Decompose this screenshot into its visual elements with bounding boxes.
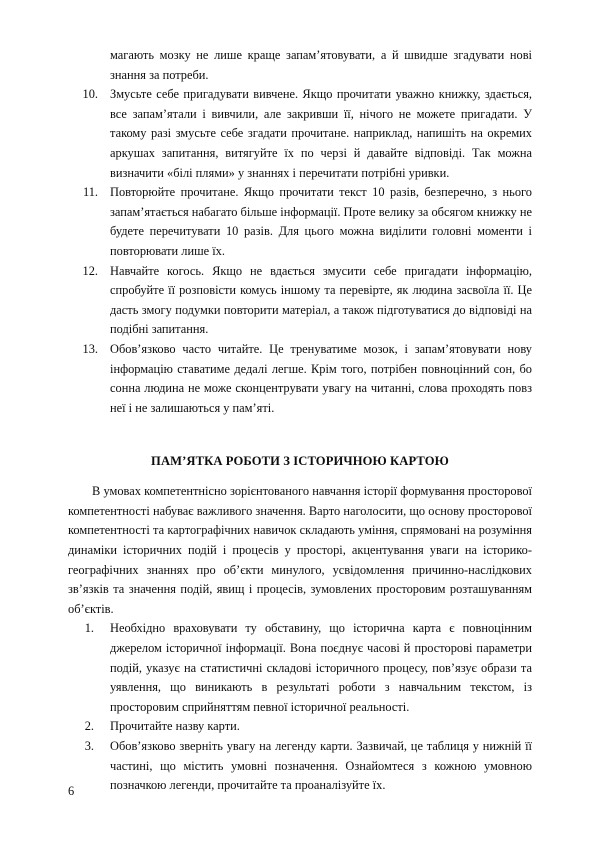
- list-item: [68, 85, 532, 183]
- list-marker: 12.: [82, 263, 98, 278]
- list-marker: 13.: [82, 341, 98, 356]
- page-number: 6: [68, 784, 75, 798]
- list-item-text: Змусьте себе пригадувати вивчене. Якщо прочитати уважно книжку, здається, все запам’ятали і вивчили, але закривши її, нічого не можете пригадати. У такому разі змусьте себе згадати прочитане. наприклад, напишіть на окремих аркушах запитання, витягуйте їх по черзі й давайте відповіді. Так можна визначити «білі плями» у знаннях і перечитати потрібні уривки.: [110, 87, 532, 180]
- page-title: ПАМ’ЯТКА РОБОТИ З ІСТОРИЧНОЮ КАРТОЮ: [151, 454, 449, 469]
- list-item-text: Обов’язково зверніть увагу на легенду карти. Зазвичай, це таблиця у нижній її частині, що містить умовні позначення. Ознайомтеся з кожною умовною позначкою легенди, прочитайте та проаналізуйте їх.: [110, 739, 532, 793]
- list-item: [68, 262, 532, 340]
- list-item: [68, 340, 532, 418]
- list-marker: 11.: [82, 185, 98, 200]
- section-heading-wrap: [68, 453, 532, 469]
- list-item-text: Прочитайте назву карти.: [110, 719, 240, 734]
- memory-tips-list: [68, 85, 532, 418]
- section-intro-paragraph: В умовах компетентнісно зорієнтованого навчання історії формування просторової компетентності набуває важливого значення. Варто наголосити, що основу просторової компетентності та картографічних навичок складають уміння, спрямовані на розуміння динаміки історичних подій і процесів у просторі, акцентування уваги на історико-географічних знаннях про об’єкти минулого, усвідомлення причинно-наслідкових зв’язків та значення подій, явищ і процесів, зумовлених просторовим розташуванням об’єктів.: [68, 484, 532, 616]
- list-item: [68, 183, 532, 261]
- list-item-text: Необхідно враховувати ту обставину, що історична карта є повноцінним джерелом історичної інформації. Вона поєднує часові й просторові параметри подій, указує на статистичні складові історичного процесу, пов’язує образи та уявлення, що виникають в результаті роботи з навчальним текстом, із просторовим сприйняттям певної історичної реальності.: [110, 621, 532, 714]
- list-marker: 3.: [84, 739, 94, 753]
- list-marker: 2.: [84, 719, 94, 734]
- list-marker: 10.: [82, 87, 98, 102]
- list-marker: 1.: [84, 621, 94, 636]
- list-item: [68, 737, 532, 796]
- page-content: [68, 46, 532, 796]
- list-item-text: Навчайте когось. Якщо не вдається змусити себе пригадати інформацію, спробуйте її розповісти комусь іншому та перевірте, як людина засвоїла її. Це дасть змогу подумки повторити матеріал, а також підготуватися до відповіді на подібні запитання.: [110, 263, 532, 337]
- list-item: [68, 717, 532, 737]
- list-item-text: Обов’язково часто читайте. Це тренуватиме мозок, і запам’ятовувати нову інформацію ставатиме дедалі легше. Крім того, потрібен повноцінний сон, бо сонна людина не може сконцентрувати увагу на читанні, слова проходять повз неї і не залишаються у пам’яті.: [110, 341, 532, 415]
- map-steps-list: [68, 619, 532, 795]
- continuation-paragraph: магають мозку не лише краще запам’ятовувати, а й швидше згадувати нові знання за потреби.: [110, 48, 532, 82]
- list-item-text: Повторюйте прочитане. Якщо прочитати текст 10 разів, безперечно, з нього запам’ятається набагато більше інформації. Проте велику за обсягом книжку не будете перечитувати 10 разів. Для цього можна виділити головні моменти і повторювати лише їх.: [110, 185, 532, 258]
- list-item: [68, 619, 532, 717]
